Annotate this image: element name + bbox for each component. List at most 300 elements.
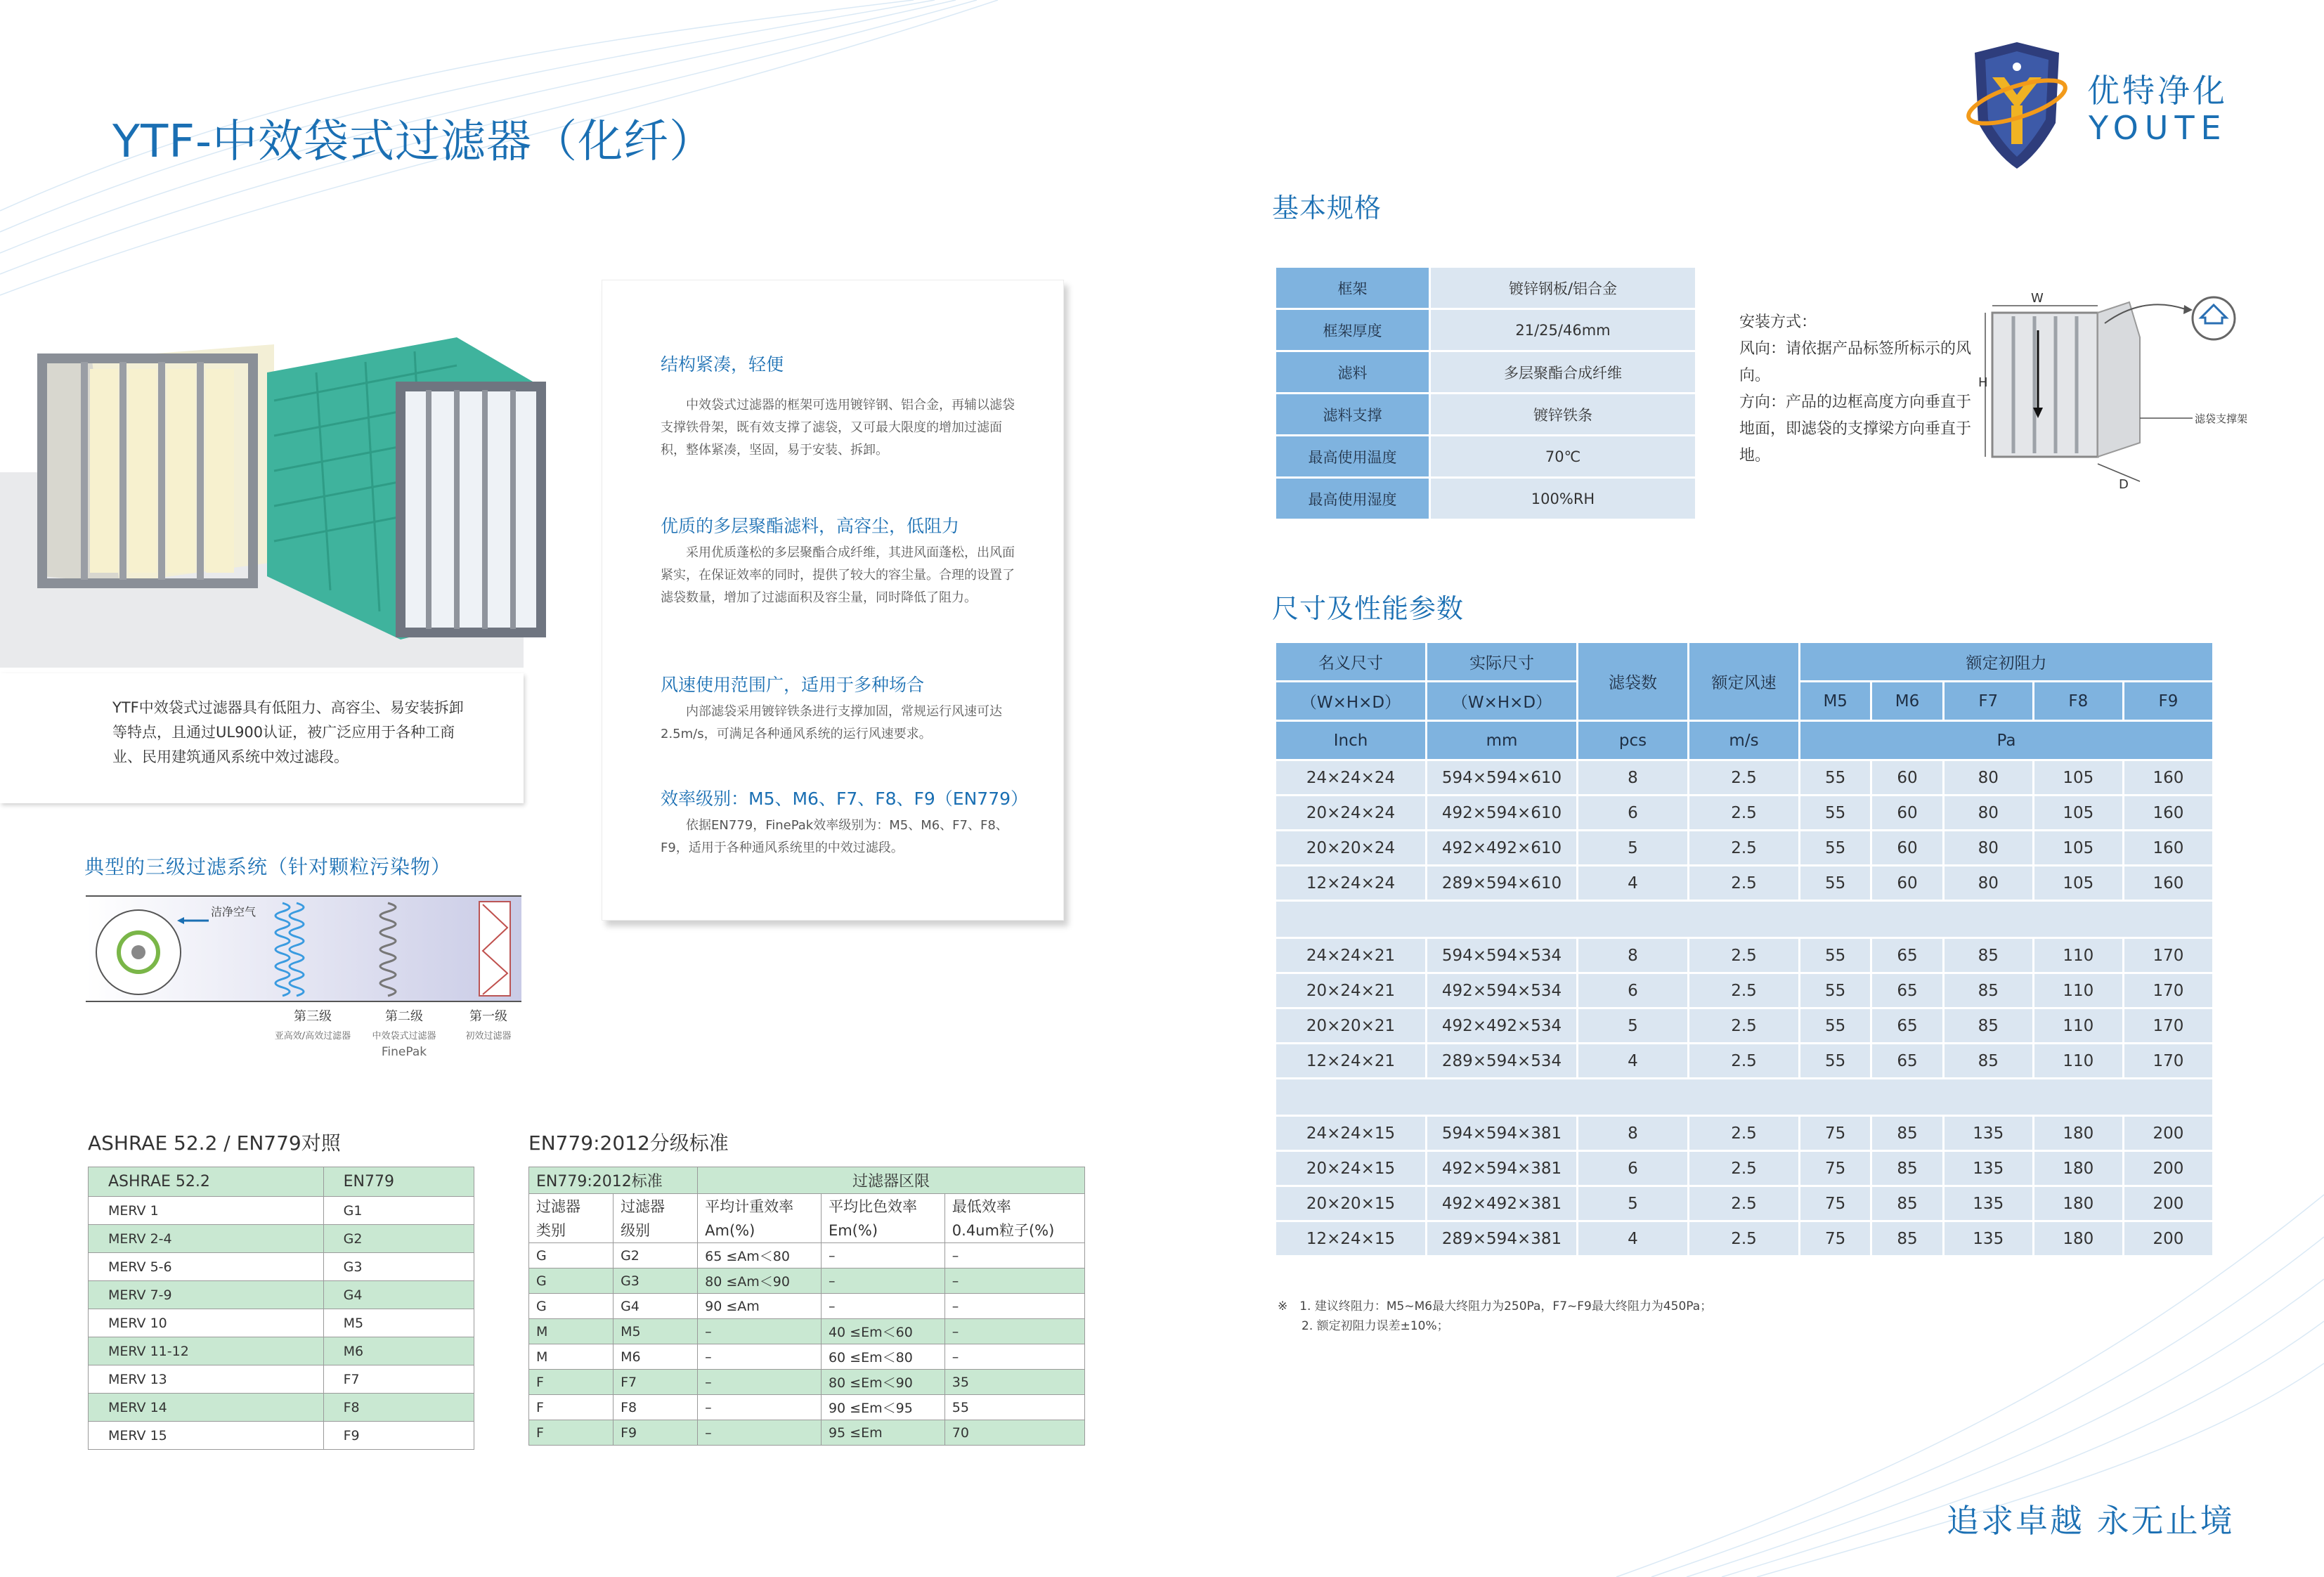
- table-cell: 4: [1578, 1221, 1689, 1257]
- table-cell: F9: [614, 1420, 698, 1446]
- table-header: [821, 1194, 944, 1243]
- page-title: YTF-中效袋式过滤器（化纤）: [112, 116, 715, 168]
- table-cell: 4: [1578, 1044, 1689, 1079]
- table-cell: 60: [1871, 760, 1943, 796]
- header-line: Am(%): [705, 1221, 755, 1239]
- clean-air-label: 洁净空气: [211, 905, 257, 919]
- header-line: 过滤器: [621, 1198, 666, 1215]
- table-cell: 110: [2033, 1044, 2123, 1079]
- fig-label-support: 滤袋支撑架: [2195, 413, 2248, 425]
- fig-label-d: D: [2119, 477, 2129, 492]
- table-cell: 2.5: [1689, 1221, 1800, 1257]
- install-direction-figure: [1978, 288, 2263, 492]
- table-cell: MERV 15: [89, 1422, 324, 1450]
- spec-row: [1275, 436, 1696, 478]
- table-cell: 5: [1578, 1186, 1689, 1221]
- table-cell: G: [529, 1243, 614, 1268]
- col-nominal-sub: （W×H×D）: [1275, 682, 1427, 721]
- table-cell: 160: [2123, 866, 2213, 901]
- table-row: [529, 1370, 1085, 1395]
- table-cell: 8: [1578, 760, 1689, 796]
- table-cell: –: [698, 1395, 822, 1420]
- stage-1-sub: 初效过滤器: [465, 1031, 512, 1041]
- table-header: EN779: [323, 1167, 474, 1197]
- table-row: [529, 1243, 1085, 1268]
- separator-cell: [1275, 901, 2214, 938]
- shield-logo-icon: [1961, 39, 2073, 172]
- ashrae-en779-table: [88, 1167, 474, 1450]
- table-row: [1275, 938, 2214, 973]
- table-cell: –: [698, 1370, 822, 1395]
- table-cell: 160: [2123, 831, 2213, 866]
- table-cell: 289×594×534: [1427, 1044, 1578, 1079]
- table-cell: 200: [2123, 1116, 2213, 1151]
- intro-card: [0, 673, 524, 803]
- table-cell: 20×20×24: [1275, 831, 1427, 866]
- header-line: 级别: [621, 1221, 651, 1239]
- table-cell: 85: [1871, 1186, 1943, 1221]
- table-cell: 2.5: [1689, 1116, 1800, 1151]
- table-cell: 135: [1943, 1151, 2033, 1186]
- table-cell: –: [821, 1268, 944, 1294]
- table-row: [1275, 1116, 2214, 1151]
- table-cell: 80: [1943, 831, 2033, 866]
- table-cell: 85: [1943, 1008, 2033, 1044]
- table-cell: 200: [2123, 1186, 2213, 1221]
- table-row: [1275, 1221, 2214, 1257]
- table-cell: 55: [1800, 1044, 1871, 1079]
- table-cell: 110: [2033, 938, 2123, 973]
- table-cell: 2.5: [1689, 973, 1800, 1008]
- table-cell: 80 ≤Am＜90: [698, 1268, 822, 1294]
- table-cell: 6: [1578, 973, 1689, 1008]
- table-cell: 70: [944, 1420, 1084, 1446]
- table-row: [529, 1268, 1085, 1294]
- table-row: [1275, 1186, 2214, 1221]
- feature-title: 结构紧凑，轻便: [661, 354, 784, 375]
- table-cell: 65: [1871, 1008, 1943, 1044]
- spec-row: [1275, 309, 1696, 351]
- table-row: [1275, 1151, 2214, 1186]
- table-row: [89, 1253, 474, 1281]
- table-cell: 20×24×15: [1275, 1151, 1427, 1186]
- table-cell: 2.5: [1689, 760, 1800, 796]
- table-cell: 492×492×610: [1427, 831, 1578, 866]
- table-cell: 24×24×21: [1275, 938, 1427, 973]
- col-speed: 额定风速: [1689, 642, 1800, 721]
- table-cell: 135: [1943, 1186, 2033, 1221]
- intro-text: YTF中效袋式过滤器具有低阻力、高容尘、易安装拆卸等特点，且通过UL900认证，被广泛应用于各种工商业、民用建筑通风系统中效过滤段。: [112, 699, 464, 765]
- table-header: [614, 1194, 698, 1243]
- install-line: 方向：产品的边框高度方向垂直于地面，即滤袋的支撑梁方向垂直于地。: [1739, 394, 1972, 465]
- spec-key: 滤料支撑: [1275, 394, 1430, 436]
- group-separator: [1275, 1079, 2214, 1116]
- table-cell: 20×20×21: [1275, 1008, 1427, 1044]
- table-row: [529, 1294, 1085, 1319]
- spec-value: 21/25/46mm: [1430, 309, 1696, 351]
- table-cell: 180: [2033, 1221, 2123, 1257]
- table-cell: 85: [1943, 1044, 2033, 1079]
- table-cell: 492×594×381: [1427, 1151, 1578, 1186]
- table-cell: 60: [1871, 866, 1943, 901]
- table-cell: F: [529, 1395, 614, 1420]
- table-cell: 105: [2033, 796, 2123, 831]
- table-cell: M6: [614, 1344, 698, 1370]
- header-line: 最低效率: [952, 1198, 1011, 1215]
- table-cell: 135: [1943, 1116, 2033, 1151]
- spec-value: 镀锌钢板/铝合金: [1430, 267, 1696, 309]
- table-cell: F9: [323, 1422, 474, 1450]
- bag-filter-product-image: [35, 267, 555, 661]
- stage-2-sub: 中效袋式过滤器: [372, 1031, 436, 1041]
- table-row: [1275, 866, 2214, 901]
- table-cell: MERV 14: [89, 1394, 324, 1422]
- install-instructions: [1739, 309, 1971, 469]
- table-header: [698, 1194, 822, 1243]
- feature-title: 效率级别：M5、M6、F7、F8、F9（EN779）: [661, 788, 1029, 809]
- table-cell: 5: [1578, 1008, 1689, 1044]
- perf-notes: [1278, 1297, 1712, 1336]
- table-cell: 110: [2033, 973, 2123, 1008]
- table-cell: 85: [1943, 973, 2033, 1008]
- spec-key: 框架厚度: [1275, 309, 1430, 351]
- size-performance-table: [1274, 641, 2214, 1257]
- spec-value: 多层聚酯合成纤维: [1430, 351, 1696, 394]
- table-cell: 289×594×381: [1427, 1221, 1578, 1257]
- table-cell: 2.5: [1689, 796, 1800, 831]
- unit-inch: Inch: [1275, 721, 1427, 760]
- unit-ms: m/s: [1689, 721, 1800, 760]
- spec-key: 最高使用温度: [1275, 436, 1430, 478]
- stage-3-sub: 亚高效/高效过滤器: [274, 1031, 351, 1041]
- spec-section-title: 基本规格: [1272, 193, 1382, 223]
- note-line: 2. 额定初阻力误差±10%；: [1278, 1319, 1449, 1333]
- table-cell: F7: [614, 1370, 698, 1395]
- header-line: 平均计重效率: [705, 1198, 794, 1215]
- fig-label-h: H: [1978, 375, 1988, 390]
- header-line: Em(%): [828, 1221, 878, 1239]
- table-row: [529, 1344, 1085, 1370]
- unit-mm: mm: [1427, 721, 1578, 760]
- table-cell: F8: [323, 1394, 474, 1422]
- fig-label-w: W: [2031, 291, 2044, 306]
- table-cell: MERV 2-4: [89, 1225, 324, 1253]
- table-cell: 12×24×24: [1275, 866, 1427, 901]
- table-row: [1275, 973, 2214, 1008]
- table-cell: 55: [1800, 1008, 1871, 1044]
- feature-body: 依据EN779，FinePak效率级别为：M5、M6、F7、F8、F9，适用于各种通风系统里的中效过滤段。: [661, 818, 1008, 855]
- grade-header: F8: [2033, 682, 2123, 721]
- table-header: [529, 1194, 614, 1243]
- table-cell: 65: [1871, 938, 1943, 973]
- table-cell: 160: [2123, 760, 2213, 796]
- table-cell: F8: [614, 1395, 698, 1420]
- table-cell: –: [821, 1243, 944, 1268]
- basic-spec-table: [1274, 266, 1697, 521]
- logo-chinese-name: 优特净化: [2087, 72, 2228, 110]
- table-row: [89, 1197, 474, 1225]
- table-cell: 85: [1871, 1151, 1943, 1186]
- table-cell: 20×24×21: [1275, 973, 1427, 1008]
- table-cell: –: [944, 1319, 1084, 1344]
- table-cell: 20×24×24: [1275, 796, 1427, 831]
- stage-1-label: 第一级: [469, 1009, 507, 1024]
- table-cell: 2.5: [1689, 1008, 1800, 1044]
- brand-logo: [1961, 39, 2298, 172]
- table-cell: –: [698, 1319, 822, 1344]
- table-cell: MERV 1: [89, 1197, 324, 1225]
- table-cell: 105: [2033, 866, 2123, 901]
- table-cell: 12×24×21: [1275, 1044, 1427, 1079]
- table-cell: –: [944, 1243, 1084, 1268]
- table-cell: 5: [1578, 831, 1689, 866]
- table-row: [89, 1281, 474, 1309]
- table-cell: M: [529, 1319, 614, 1344]
- table-cell: 289×594×610: [1427, 866, 1578, 901]
- table-cell: 55: [1800, 796, 1871, 831]
- table-cell: 35: [944, 1370, 1084, 1395]
- table-cell: 170: [2123, 973, 2213, 1008]
- table-cell: 200: [2123, 1151, 2213, 1186]
- table-cell: 170: [2123, 1008, 2213, 1044]
- table-cell: 105: [2033, 831, 2123, 866]
- table-cell: 2.5: [1689, 866, 1800, 901]
- table-row: [529, 1319, 1085, 1344]
- table-cell: 594×594×610: [1427, 760, 1578, 796]
- table-cell: 55: [1800, 831, 1871, 866]
- install-line: 风向：请依据产品标签所标示的风向。: [1739, 340, 1972, 384]
- table-cell: 60: [1871, 796, 1943, 831]
- table-cell: G1: [323, 1197, 474, 1225]
- table-row: [529, 1395, 1085, 1420]
- header-line: 平均比色效率: [828, 1198, 917, 1215]
- table-cell: 75: [1800, 1186, 1871, 1221]
- install-line: 安装方式：: [1739, 313, 1817, 331]
- table-cell: G: [529, 1294, 614, 1319]
- table-cell: 594×594×534: [1427, 938, 1578, 973]
- table-cell: 55: [944, 1395, 1084, 1420]
- table-cell: F: [529, 1370, 614, 1395]
- table-cell: –: [944, 1268, 1084, 1294]
- table-cell: 492×492×381: [1427, 1186, 1578, 1221]
- table-cell: 75: [1800, 1151, 1871, 1186]
- table-cell: 180: [2033, 1151, 2123, 1186]
- spec-row: [1275, 478, 1696, 520]
- table-cell: –: [944, 1344, 1084, 1370]
- table-cell: 90 ≤Em＜95: [821, 1395, 944, 1420]
- table-cell: 8: [1578, 1116, 1689, 1151]
- grade-header: F7: [1943, 682, 2033, 721]
- table-header: EN779:2012标准: [529, 1167, 698, 1194]
- table-cell: M5: [614, 1319, 698, 1344]
- header-line: 类别: [536, 1221, 566, 1239]
- table-cell: MERV 7-9: [89, 1281, 324, 1309]
- system-title: 典型的三级过滤系统（针对颗粒污染物）: [84, 855, 452, 878]
- table-cell: F7: [323, 1365, 474, 1394]
- table-cell: 65 ≤Am＜80: [698, 1243, 822, 1268]
- table-cell: 75: [1800, 1221, 1871, 1257]
- table-cell: 65: [1871, 1044, 1943, 1079]
- table-cell: G4: [323, 1281, 474, 1309]
- table-cell: 85: [1943, 938, 2033, 973]
- table-cell: F: [529, 1420, 614, 1446]
- col-nominal: 名义尺寸: [1275, 642, 1427, 682]
- table-row: [89, 1225, 474, 1253]
- grade-header: M6: [1871, 682, 1943, 721]
- table-cell: 170: [2123, 1044, 2213, 1079]
- table-cell: 95 ≤Em: [821, 1420, 944, 1446]
- feature-body: 中效袋式过滤器的框架可选用镀锌钢、铝合金，再辅以滤袋支撑铁骨架，既有效支撑了滤袋，又可最大限度的增加过滤面积，整体紧凑，坚固，易于安装、拆卸。: [661, 398, 1015, 457]
- table-cell: 6: [1578, 1151, 1689, 1186]
- col-resistance: 额定初阻力: [1800, 642, 2214, 682]
- spec-row: [1275, 394, 1696, 436]
- col-actual: 实际尺寸: [1427, 642, 1578, 682]
- spec-key: 滤料: [1275, 351, 1430, 394]
- table-cell: 4: [1578, 866, 1689, 901]
- table-cell: 2.5: [1689, 1044, 1800, 1079]
- table-cell: 492×594×534: [1427, 973, 1578, 1008]
- table-row: [1275, 796, 2214, 831]
- table-cell: 75: [1800, 1116, 1871, 1151]
- spec-value: 70℃: [1430, 436, 1696, 478]
- table-row: [529, 1420, 1085, 1446]
- table-cell: 200: [2123, 1221, 2213, 1257]
- feature-title: 优质的多层聚酯滤料，高容尘，低阻力: [661, 516, 960, 536]
- table-cell: 160: [2123, 796, 2213, 831]
- separator-cell: [1275, 1079, 2214, 1116]
- table-row: [1275, 1008, 2214, 1044]
- table-cell: 90 ≤Am: [698, 1294, 822, 1319]
- table-cell: 180: [2033, 1186, 2123, 1221]
- table-cell: 24×24×24: [1275, 760, 1427, 796]
- spec-value: 100%RH: [1430, 478, 1696, 520]
- table-cell: 55: [1800, 760, 1871, 796]
- header-line: 过滤器: [536, 1198, 580, 1215]
- stage-2-label: 第二级: [385, 1009, 423, 1024]
- table-cell: G2: [614, 1243, 698, 1268]
- table-cell: 80: [1943, 796, 2033, 831]
- table-cell: –: [944, 1294, 1084, 1319]
- table-cell: 80: [1943, 760, 2033, 796]
- table-row: [1275, 831, 2214, 866]
- table-cell: 40 ≤Em＜60: [821, 1319, 944, 1344]
- table-cell: 2.5: [1689, 938, 1800, 973]
- ashrae-table-title: ASHRAE 52.2 / EN779对照: [88, 1131, 341, 1155]
- table-cell: G3: [323, 1253, 474, 1281]
- table-row: [1275, 1044, 2214, 1079]
- table-cell: G: [529, 1268, 614, 1294]
- table-cell: M5: [323, 1309, 474, 1337]
- table-cell: 180: [2033, 1116, 2123, 1151]
- table-cell: M: [529, 1344, 614, 1370]
- table-cell: MERV 10: [89, 1309, 324, 1337]
- table-cell: 60 ≤Em＜80: [821, 1344, 944, 1370]
- table-cell: 60: [1871, 831, 1943, 866]
- table-cell: 2.5: [1689, 1151, 1800, 1186]
- unit-pa: Pa: [1800, 721, 2214, 760]
- feature-title: 风速使用范围广，适用于多种场合: [661, 675, 925, 695]
- table-cell: 110: [2033, 1008, 2123, 1044]
- table-cell: 6: [1578, 796, 1689, 831]
- note-line: ※ 1. 建议终阻力：M5~M6最大终阻力为250Pa，F7~F9最大终阻力为450Pa；: [1278, 1299, 1713, 1313]
- table-row: [89, 1309, 474, 1337]
- table-cell: 8: [1578, 938, 1689, 973]
- table-cell: MERV 13: [89, 1365, 324, 1394]
- filtration-system-diagram: [86, 896, 521, 1001]
- spec-row: [1275, 267, 1696, 309]
- spec-row: [1275, 351, 1696, 394]
- table-cell: M6: [323, 1337, 474, 1365]
- table-cell: 20×20×15: [1275, 1186, 1427, 1221]
- table-cell: 24×24×15: [1275, 1116, 1427, 1151]
- table-cell: 85: [1871, 1116, 1943, 1151]
- table-row: [89, 1394, 474, 1422]
- table-cell: 492×594×610: [1427, 796, 1578, 831]
- spec-value: 镀锌铁条: [1430, 394, 1696, 436]
- grade-header: F9: [2123, 682, 2213, 721]
- table-cell: 594×594×381: [1427, 1116, 1578, 1151]
- table-cell: 55: [1800, 973, 1871, 1008]
- table-cell: MERV 5-6: [89, 1253, 324, 1281]
- en779-table-title: EN779:2012分级标准: [528, 1131, 729, 1155]
- table-cell: 170: [2123, 938, 2213, 973]
- table-row: [89, 1337, 474, 1365]
- table-cell: 105: [2033, 760, 2123, 796]
- table-cell: 135: [1943, 1221, 2033, 1257]
- grade-header: M5: [1800, 682, 1871, 721]
- table-cell: 55: [1800, 938, 1871, 973]
- table-cell: –: [698, 1420, 822, 1446]
- table-cell: 85: [1871, 1221, 1943, 1257]
- table-cell: 80 ≤Em＜90: [821, 1370, 944, 1395]
- header-line: 0.4um粒子(%): [952, 1221, 1055, 1239]
- table-cell: 2.5: [1689, 831, 1800, 866]
- col-bags: 滤袋数: [1578, 642, 1689, 721]
- table-cell: G3: [614, 1268, 698, 1294]
- logo-english-name: YOUTE: [2089, 109, 2228, 147]
- table-header: [944, 1194, 1084, 1243]
- table-header: ASHRAE 52.2: [89, 1167, 324, 1197]
- table-cell: 80: [1943, 866, 2033, 901]
- table-cell: MERV 11-12: [89, 1337, 324, 1365]
- table-row: [1275, 760, 2214, 796]
- spec-key: 框架: [1275, 267, 1430, 309]
- stage-2-extra: FinePak: [381, 1045, 427, 1059]
- col-actual-sub: （W×H×D）: [1427, 682, 1578, 721]
- table-cell: G4: [614, 1294, 698, 1319]
- table-row: [89, 1365, 474, 1394]
- feature-body: 内部滤袋采用镀锌铁条进行支撑加固，常规运行风速可达2.5m/s，可满足各种通风系统的运行风速要求。: [661, 704, 1002, 741]
- table-cell: 492×492×534: [1427, 1008, 1578, 1044]
- unit-pcs: pcs: [1578, 721, 1689, 760]
- stage-3-label: 第三级: [294, 1009, 332, 1024]
- table-row: [89, 1422, 474, 1450]
- perf-section-title: 尺寸及性能参数: [1272, 593, 1465, 624]
- table-cell: 2.5: [1689, 1186, 1800, 1221]
- feature-card: [602, 280, 1064, 921]
- table-cell: –: [698, 1344, 822, 1370]
- en779-standard-table: [528, 1167, 1085, 1446]
- feature-body: 采用优质蓬松的多层聚酯合成纤维，其进风面蓬松，出风面紧实，在保证效率的同时，提供了较大的容尘量。合理的设置了滤袋数量，增加了过滤面积及容尘量，同时降低了阻力。: [661, 545, 1015, 605]
- group-separator: [1275, 901, 2214, 938]
- table-cell: 12×24×15: [1275, 1221, 1427, 1257]
- footer-slogan: 追求卓越 永无止境: [1947, 1502, 2235, 1540]
- table-cell: G2: [323, 1225, 474, 1253]
- table-cell: –: [821, 1294, 944, 1319]
- spec-key: 最高使用湿度: [1275, 478, 1430, 520]
- table-header: 过滤器区限: [698, 1167, 1085, 1194]
- table-cell: 65: [1871, 973, 1943, 1008]
